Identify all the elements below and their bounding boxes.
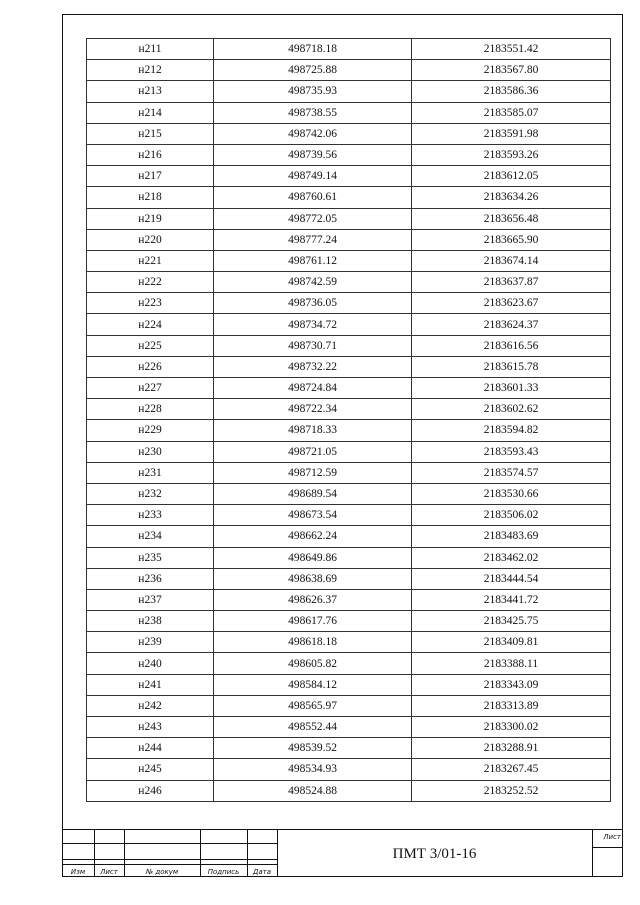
point-name-cell: н241 [87,674,214,695]
table-row [87,420,611,441]
y-coordinate-cell: 2183637.87 [412,272,611,293]
point-name-cell: н219 [87,208,214,229]
x-coordinate-cell: 498721.05 [214,441,412,462]
point-name-cell: н243 [87,717,214,738]
table-row [87,208,611,229]
table-row [87,717,611,738]
point-name-cell: н228 [87,399,214,420]
y-coordinate-cell: 2183462.02 [412,547,611,568]
x-coordinate-cell: 498539.52 [214,738,412,759]
point-name-cell: н246 [87,780,214,801]
point-name-cell: н215 [87,123,214,144]
point-name-cell: н218 [87,187,214,208]
table-row [87,356,611,377]
x-coordinate-cell: 498552.44 [214,717,412,738]
point-name-cell: н211 [87,39,214,60]
table-row [87,738,611,759]
coordinates-table-body [87,39,611,802]
table-row [87,60,611,81]
table-row [87,462,611,483]
table-row [87,695,611,716]
table-row [87,611,611,632]
sheet-label: Лист [603,833,621,841]
x-coordinate-cell: 498772.05 [214,208,412,229]
y-coordinate-cell: 2183585.07 [412,102,611,123]
x-coordinate-cell: 498738.55 [214,102,412,123]
x-coordinate-cell: 498565.97 [214,695,412,716]
x-coordinate-cell: 498739.56 [214,144,412,165]
y-coordinate-cell: 2183444.54 [412,568,611,589]
table-row [87,653,611,674]
document-code: ПМТ 3/01-16 [392,846,477,862]
table-row [87,505,611,526]
y-coordinate-cell: 2183288.91 [412,738,611,759]
table-row [87,144,611,165]
x-coordinate-cell: 498749.14 [214,166,412,187]
x-coordinate-cell: 498734.72 [214,314,412,335]
table-row [87,102,611,123]
x-coordinate-cell: 498534.93 [214,759,412,780]
y-coordinate-cell: 2183623.67 [412,293,611,314]
x-coordinate-cell: 498584.12 [214,674,412,695]
x-coordinate-cell: 498742.59 [214,272,412,293]
x-coordinate-cell: 498618.18 [214,632,412,653]
x-coordinate-cell: 498662.24 [214,526,412,547]
y-coordinate-cell: 2183634.26 [412,187,611,208]
point-name-cell: н226 [87,356,214,377]
table-row [87,166,611,187]
y-coordinate-cell: 2183665.90 [412,229,611,250]
y-coordinate-cell: 2183674.14 [412,250,611,271]
x-coordinate-cell: 498730.71 [214,335,412,356]
x-coordinate-cell: 498735.93 [214,81,412,102]
y-coordinate-cell: 2183574.57 [412,462,611,483]
table-row [87,568,611,589]
point-name-cell: н236 [87,568,214,589]
point-name-cell: н237 [87,589,214,610]
stamp-header-change: Изм [70,868,86,876]
x-coordinate-cell: 498638.69 [214,568,412,589]
table-row [87,250,611,271]
y-coordinate-cell: 2183343.09 [412,674,611,695]
y-coordinate-cell: 2183594.82 [412,420,611,441]
y-coordinate-cell: 2183483.69 [412,526,611,547]
y-coordinate-cell: 2183612.05 [412,166,611,187]
y-coordinate-cell: 2183593.26 [412,144,611,165]
table-row [87,483,611,504]
x-coordinate-cell: 498718.33 [214,420,412,441]
x-coordinate-cell: 498689.54 [214,483,412,504]
point-name-cell: н234 [87,526,214,547]
point-name-cell: н232 [87,483,214,504]
y-coordinate-cell: 2183388.11 [412,653,611,674]
x-coordinate-cell: 498724.84 [214,378,412,399]
x-coordinate-cell: 498626.37 [214,589,412,610]
point-name-cell: н239 [87,632,214,653]
table-row [87,399,611,420]
point-name-cell: н230 [87,441,214,462]
x-coordinate-cell: 498673.54 [214,505,412,526]
x-coordinate-cell: 498761.12 [214,250,412,271]
x-coordinate-cell: 498777.24 [214,229,412,250]
point-name-cell: н227 [87,378,214,399]
x-coordinate-cell: 498617.76 [214,611,412,632]
table-row [87,674,611,695]
point-name-cell: н242 [87,695,214,716]
point-name-cell: н222 [87,272,214,293]
point-name-cell: н217 [87,166,214,187]
y-coordinate-cell: 2183591.98 [412,123,611,144]
y-coordinate-cell: 2183616.56 [412,335,611,356]
y-coordinate-cell: 2183267.45 [412,759,611,780]
y-coordinate-cell: 2183441.72 [412,589,611,610]
x-coordinate-cell: 498649.86 [214,547,412,568]
y-coordinate-cell: 2183252.52 [412,780,611,801]
x-coordinate-cell: 498736.05 [214,293,412,314]
table-row [87,378,611,399]
x-coordinate-cell: 498742.06 [214,123,412,144]
y-coordinate-cell: 2183624.37 [412,314,611,335]
point-name-cell: н235 [87,547,214,568]
x-coordinate-cell: 498718.18 [214,39,412,60]
coordinates-table [86,38,611,802]
y-coordinate-cell: 2183409.81 [412,632,611,653]
point-name-cell: н229 [87,420,214,441]
table-row [87,335,611,356]
stamp-header-signature: Подпись [207,868,240,876]
point-name-cell: н245 [87,759,214,780]
point-name-cell: н212 [87,60,214,81]
x-coordinate-cell: 498712.59 [214,462,412,483]
x-coordinate-cell: 498722.34 [214,399,412,420]
stamp-header-date: Дата [252,868,272,876]
x-coordinate-cell: 498725.88 [214,60,412,81]
point-name-cell: н225 [87,335,214,356]
table-row [87,229,611,250]
stamp-header-sheet: Лист [100,868,118,876]
table-row [87,589,611,610]
table-row [87,39,611,60]
x-coordinate-cell: 498524.88 [214,780,412,801]
table-row [87,780,611,801]
y-coordinate-cell: 2183300.02 [412,717,611,738]
stamp-header-doc-number: № докум [145,868,179,876]
y-coordinate-cell: 2183586.36 [412,81,611,102]
point-name-cell: н238 [87,611,214,632]
table-row [87,632,611,653]
point-name-cell: н244 [87,738,214,759]
table-row [87,187,611,208]
y-coordinate-cell: 2183551.42 [412,39,611,60]
point-name-cell: н221 [87,250,214,271]
title-block [62,829,623,877]
point-name-cell: н213 [87,81,214,102]
point-name-cell: н223 [87,293,214,314]
x-coordinate-cell: 498732.22 [214,356,412,377]
y-coordinate-cell: 2183506.02 [412,505,611,526]
y-coordinate-cell: 2183425.75 [412,611,611,632]
table-row [87,441,611,462]
y-coordinate-cell: 2183602.62 [412,399,611,420]
y-coordinate-cell: 2183593.43 [412,441,611,462]
point-name-cell: н224 [87,314,214,335]
point-name-cell: н240 [87,653,214,674]
point-name-cell: н233 [87,505,214,526]
y-coordinate-cell: 2183567.80 [412,60,611,81]
y-coordinate-cell: 2183615.78 [412,356,611,377]
table-row [87,759,611,780]
y-coordinate-cell: 2183656.48 [412,208,611,229]
point-name-cell: н231 [87,462,214,483]
x-coordinate-cell: 498605.82 [214,653,412,674]
y-coordinate-cell: 2183530.66 [412,483,611,504]
y-coordinate-cell: 2183313.89 [412,695,611,716]
table-row [87,314,611,335]
y-coordinate-cell: 2183601.33 [412,378,611,399]
x-coordinate-cell: 498760.61 [214,187,412,208]
table-row [87,547,611,568]
table-row [87,123,611,144]
point-name-cell: н214 [87,102,214,123]
table-row [87,81,611,102]
point-name-cell: н216 [87,144,214,165]
point-name-cell: н220 [87,229,214,250]
table-row [87,526,611,547]
table-row [87,293,611,314]
table-row [87,272,611,293]
